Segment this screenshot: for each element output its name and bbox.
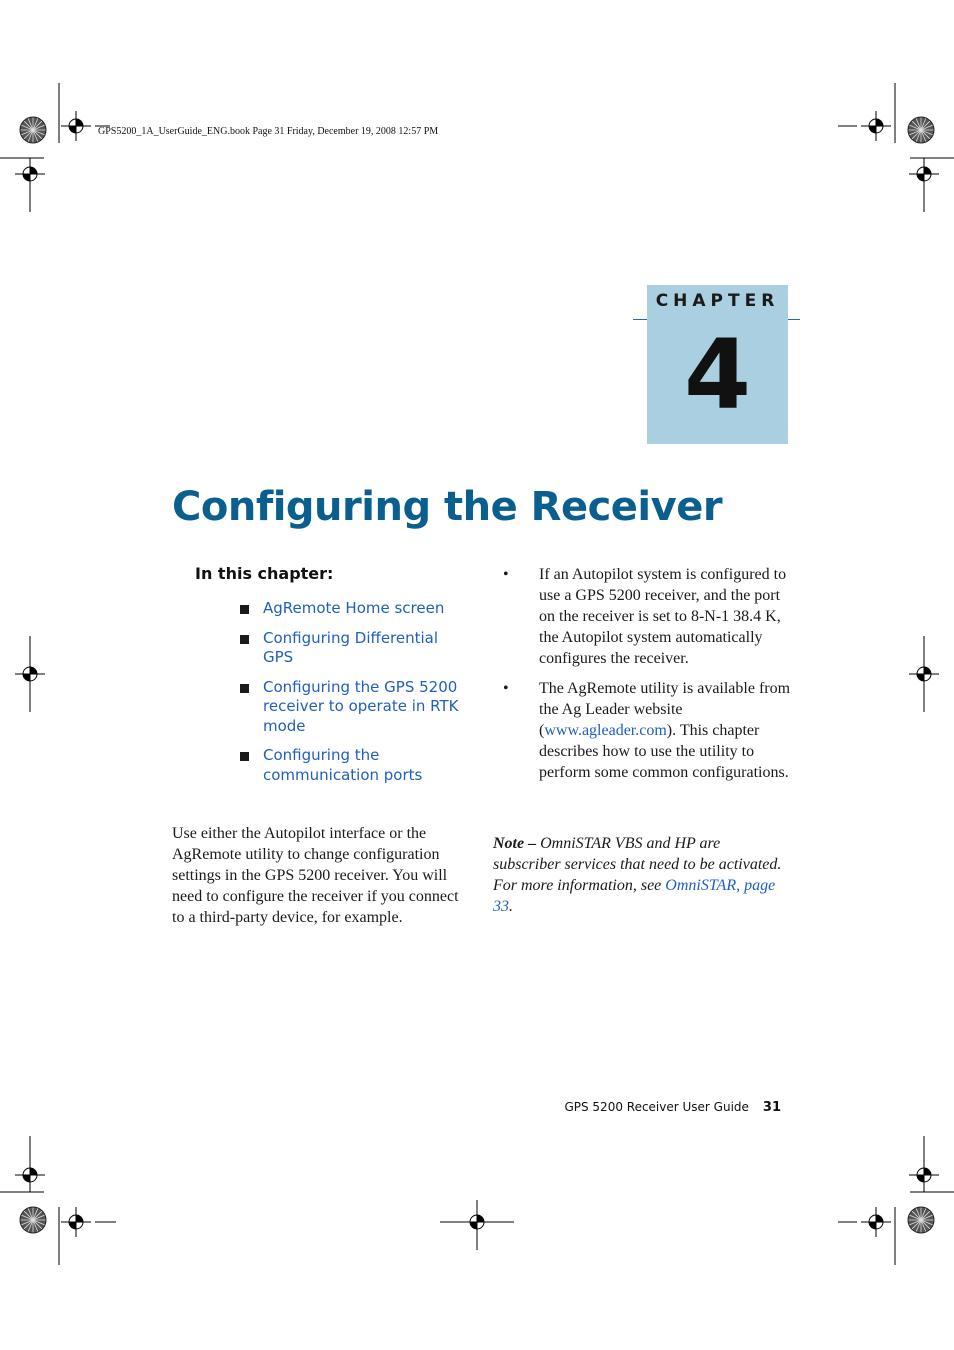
bullet-icon: • — [503, 680, 509, 697]
crosshair-icon — [861, 1207, 891, 1237]
bullet-list — [503, 564, 793, 792]
starburst-icon — [908, 117, 934, 143]
toc-heading: In this chapter: — [195, 564, 334, 583]
square-bullet-icon — [240, 752, 249, 761]
page-title: Configuring the Receiver — [172, 484, 723, 530]
starburst-icon — [20, 117, 46, 143]
note-label: Note – — [493, 835, 537, 852]
intro-paragraph: Use either the Autopilot interface or the AgRemote utility to change configuration settings in the GPS 5200 receiver. You will need to configure the receiver if you connect to a third-party device, for example. — [172, 825, 459, 926]
crosshair-icon — [15, 1160, 45, 1190]
bullet-text: ). This chapter describes how to use the utility to perform some common configurations. — [539, 722, 789, 781]
chapter-label: CHAPTER — [655, 291, 780, 311]
page-number: 31 — [762, 1100, 781, 1115]
note-paragraph — [493, 833, 783, 917]
crosshair-icon — [61, 1207, 91, 1237]
list-item — [238, 678, 468, 737]
bullet-text: The AgRemote utility is available from the Ag Leader website ( — [539, 680, 791, 739]
footer-guide-title: GPS 5200 Receiver User Guide — [564, 1100, 749, 1114]
crosshair-icon — [15, 159, 45, 189]
crosshair-icon — [909, 1160, 939, 1190]
square-bullet-icon — [240, 684, 249, 693]
starburst-icon — [20, 1207, 46, 1233]
note-end: . — [509, 898, 513, 915]
toc-link-agremote-home[interactable]: AgRemote Home screen — [263, 599, 445, 617]
toc-link-communication-ports[interactable]: Configuring the communication ports — [263, 746, 423, 784]
list-item — [503, 564, 793, 669]
toc-link-rtk-mode[interactable]: Configuring the GPS 5200 receiver to operate in RTK mode — [263, 677, 459, 735]
crosshair-icon — [861, 111, 891, 141]
list-item — [238, 746, 468, 785]
website-link[interactable]: www.agleader.com — [544, 722, 667, 739]
crosshair-icon — [15, 659, 45, 689]
page-footer — [553, 1100, 781, 1115]
list-item — [503, 678, 793, 783]
toc-link-differential-gps[interactable]: Configuring Differential GPS — [263, 628, 439, 666]
starburst-icon — [908, 1207, 934, 1233]
bullet-text: If an Autopilot system is configured to use a GPS 5200 receiver, and the port on the receiver is set to 8-N-1 38.4 K, the Autopilot system automatically configures the receiver. — [539, 566, 787, 667]
crosshair-icon — [61, 111, 91, 141]
crosshair-icon — [462, 1207, 492, 1237]
list-item — [238, 629, 468, 668]
square-bullet-icon — [240, 635, 249, 644]
crosshair-icon — [909, 659, 939, 689]
note-text: OmniSTAR VBS and HP are subscriber services that need to be activated. For more information, see — [493, 835, 782, 894]
chapter-badge — [647, 285, 788, 444]
crosshair-icon — [909, 159, 939, 189]
square-bullet-icon — [240, 605, 249, 614]
list-item — [238, 599, 468, 619]
file-slug: GPS5200_1A_UserGuide_ENG.book Page 31 Friday, December 19, 2008 12:57 PM — [98, 126, 439, 137]
omnistar-link[interactable]: OmniSTAR, page 33 — [493, 877, 776, 915]
toc-list — [238, 599, 468, 795]
bullet-icon: • — [503, 566, 509, 583]
chapter-number: 4 — [684, 319, 751, 431]
